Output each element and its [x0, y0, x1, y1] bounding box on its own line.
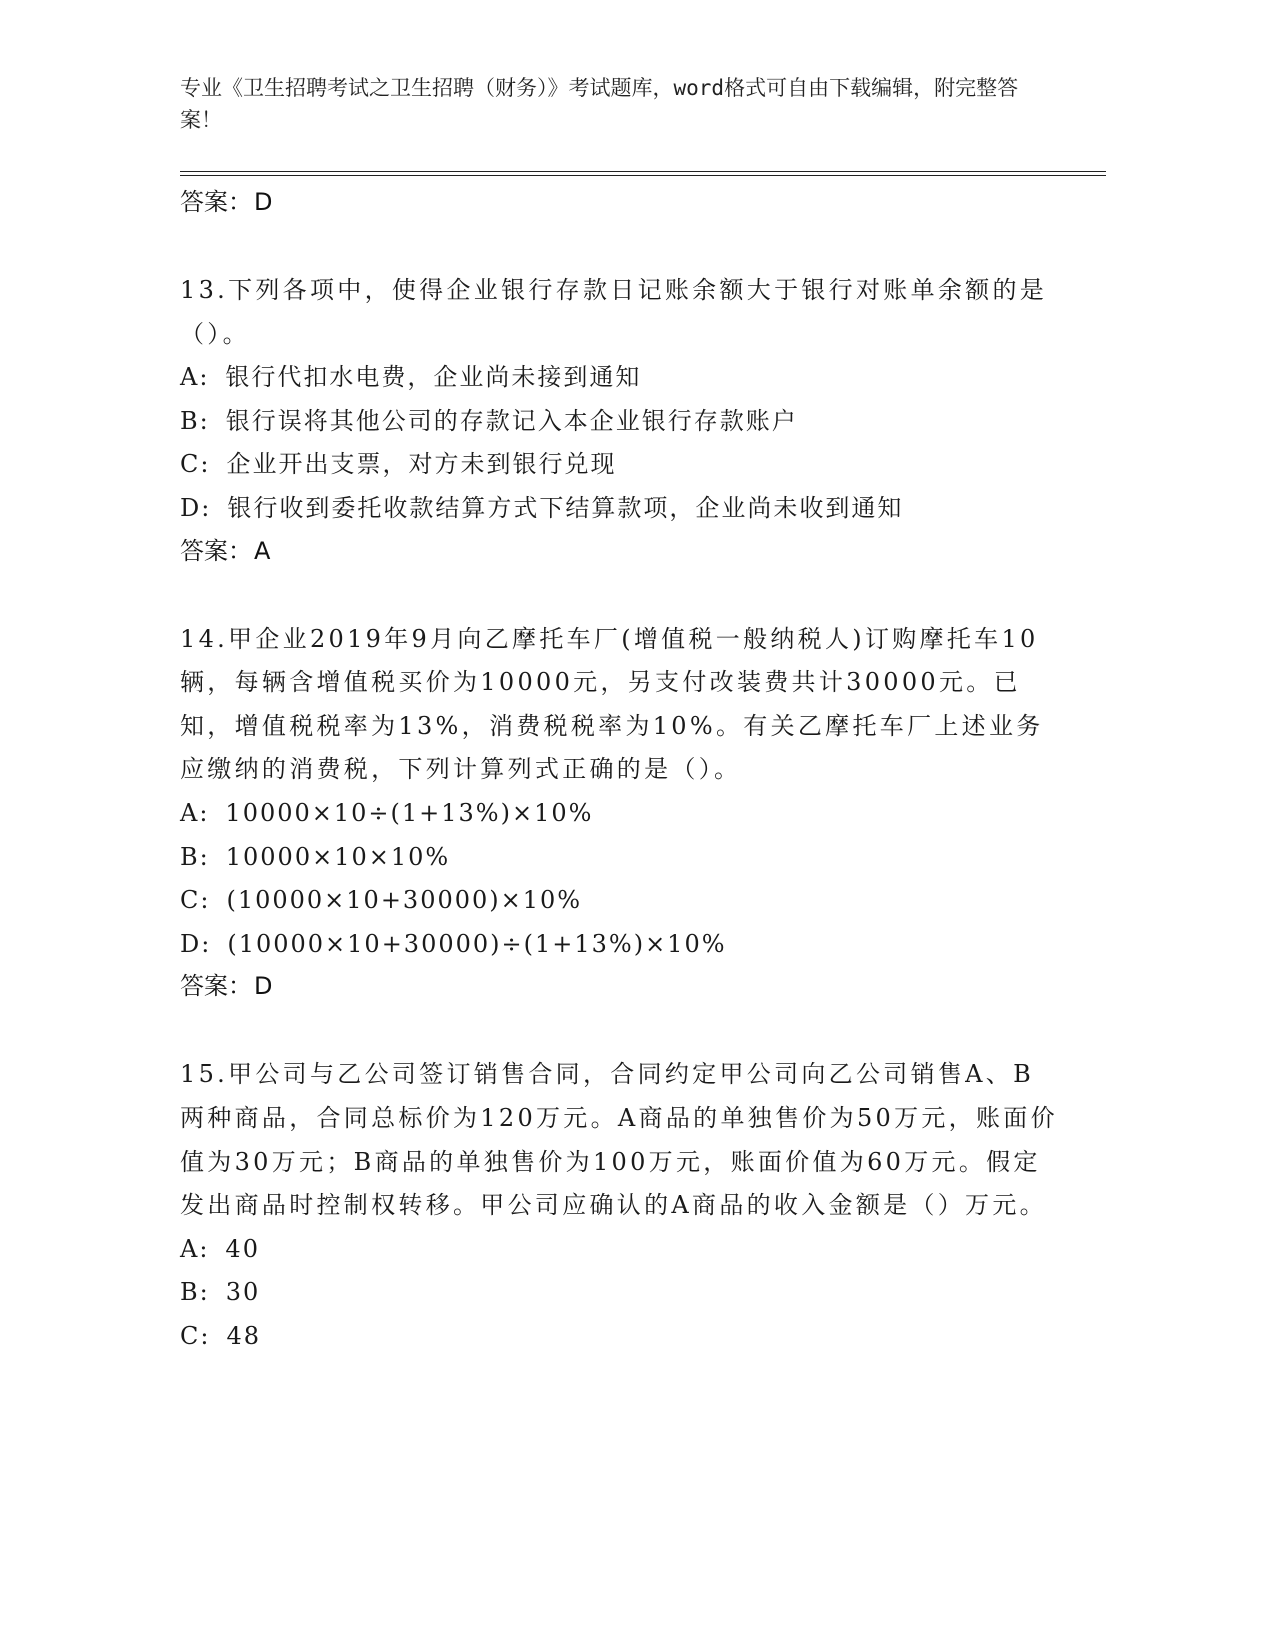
option-letter: C: — [180, 886, 211, 915]
option-letter: D: — [180, 929, 212, 958]
option-item — [180, 1271, 1060, 1315]
option-text: 30 — [225, 1278, 261, 1307]
header-rule-top — [180, 171, 1106, 172]
option-letter: A: — [180, 1234, 210, 1263]
option-text: 10000×10×10% — [225, 842, 451, 871]
block-gap — [180, 571, 1060, 618]
option-letter: C: — [180, 450, 211, 479]
option-letter: D: — [180, 493, 212, 522]
block-gap — [180, 222, 1060, 269]
option-text: 银行收到委托收款结算方式下结算款项，企业尚未收到通知 — [227, 493, 904, 522]
option-item — [180, 487, 1060, 531]
option-letter: C: — [180, 1321, 211, 1350]
answer-label: 答案： — [180, 972, 252, 1001]
answer-label: 答案： — [180, 536, 252, 565]
option-text: (10000×10+30000)÷(1+13%)×10% — [227, 929, 727, 958]
header-rule-bottom — [180, 175, 1106, 176]
question-text: 14.甲企业2019年9月向乙摩托车厂(增值税一般纳税人)订购摩托车10辆，每辆含增值税买价为10000元，另支付改装费共计30000元。已知，增值税税率为13%，消费税税率为10%。有关乙摩托车厂上述业务应缴纳的消费税，下列计算列式正确的是（）。 — [180, 624, 1044, 784]
answer-label: 答案： — [180, 188, 252, 216]
question-text: 15.甲公司与乙公司签订销售合同，合同约定甲公司向乙公司销售A、B两种商品，合同总标价为120万元。A商品的单独售价为50万元，账面价值为30万元；B商品的单独售价为100万元，账面价值为60万元。假定发出商品时控制权转移。甲公司应确认的A商品的收入金额是（）万元。 — [180, 1060, 1058, 1220]
option-text: 企业开出支票，对方未到银行兑现 — [226, 450, 617, 479]
option-item — [180, 923, 1060, 967]
option-letter: A: — [180, 798, 210, 827]
option-item — [180, 879, 1060, 923]
option-item — [180, 356, 1060, 400]
option-item — [180, 1228, 1060, 1272]
question-block — [180, 269, 1060, 571]
option-text: 10000×10÷(1+13%)×10% — [225, 798, 594, 827]
answer-value: A — [254, 536, 271, 565]
page-header: 专业《卫生招聘考试之卫生招聘（财务）》考试题库，word格式可自由下载编辑，附完整答案！ — [180, 76, 1019, 132]
document-body — [180, 182, 1060, 1358]
option-text: 48 — [226, 1321, 261, 1350]
option-letter: B: — [180, 1278, 210, 1307]
answer-line — [180, 531, 1060, 571]
answer-value: D — [254, 972, 273, 1001]
question-block — [180, 618, 1060, 1007]
answer-line — [180, 182, 1060, 222]
option-letter: A: — [180, 363, 210, 392]
answer-value: D — [254, 188, 273, 216]
option-item — [180, 443, 1060, 487]
question-block — [180, 1053, 1060, 1358]
option-letter: B: — [180, 842, 210, 871]
block-gap — [180, 1006, 1060, 1053]
option-text: 银行代扣水电费，企业尚未接到通知 — [225, 363, 642, 392]
option-text: 40 — [225, 1234, 260, 1263]
option-item — [180, 400, 1060, 444]
answer-line — [180, 966, 1060, 1006]
question-text: 13.下列各项中，使得企业银行存款日记账余额大于银行对账单余额的是（）。 — [180, 276, 1048, 348]
option-text: (10000×10+30000)×10% — [226, 886, 583, 915]
option-item — [180, 792, 1060, 836]
option-letter: B: — [180, 406, 210, 435]
option-item — [180, 1315, 1060, 1359]
option-text: 银行误将其他公司的存款记入本企业银行存款账户 — [225, 406, 798, 435]
question-block — [180, 182, 1060, 222]
option-item — [180, 836, 1060, 880]
